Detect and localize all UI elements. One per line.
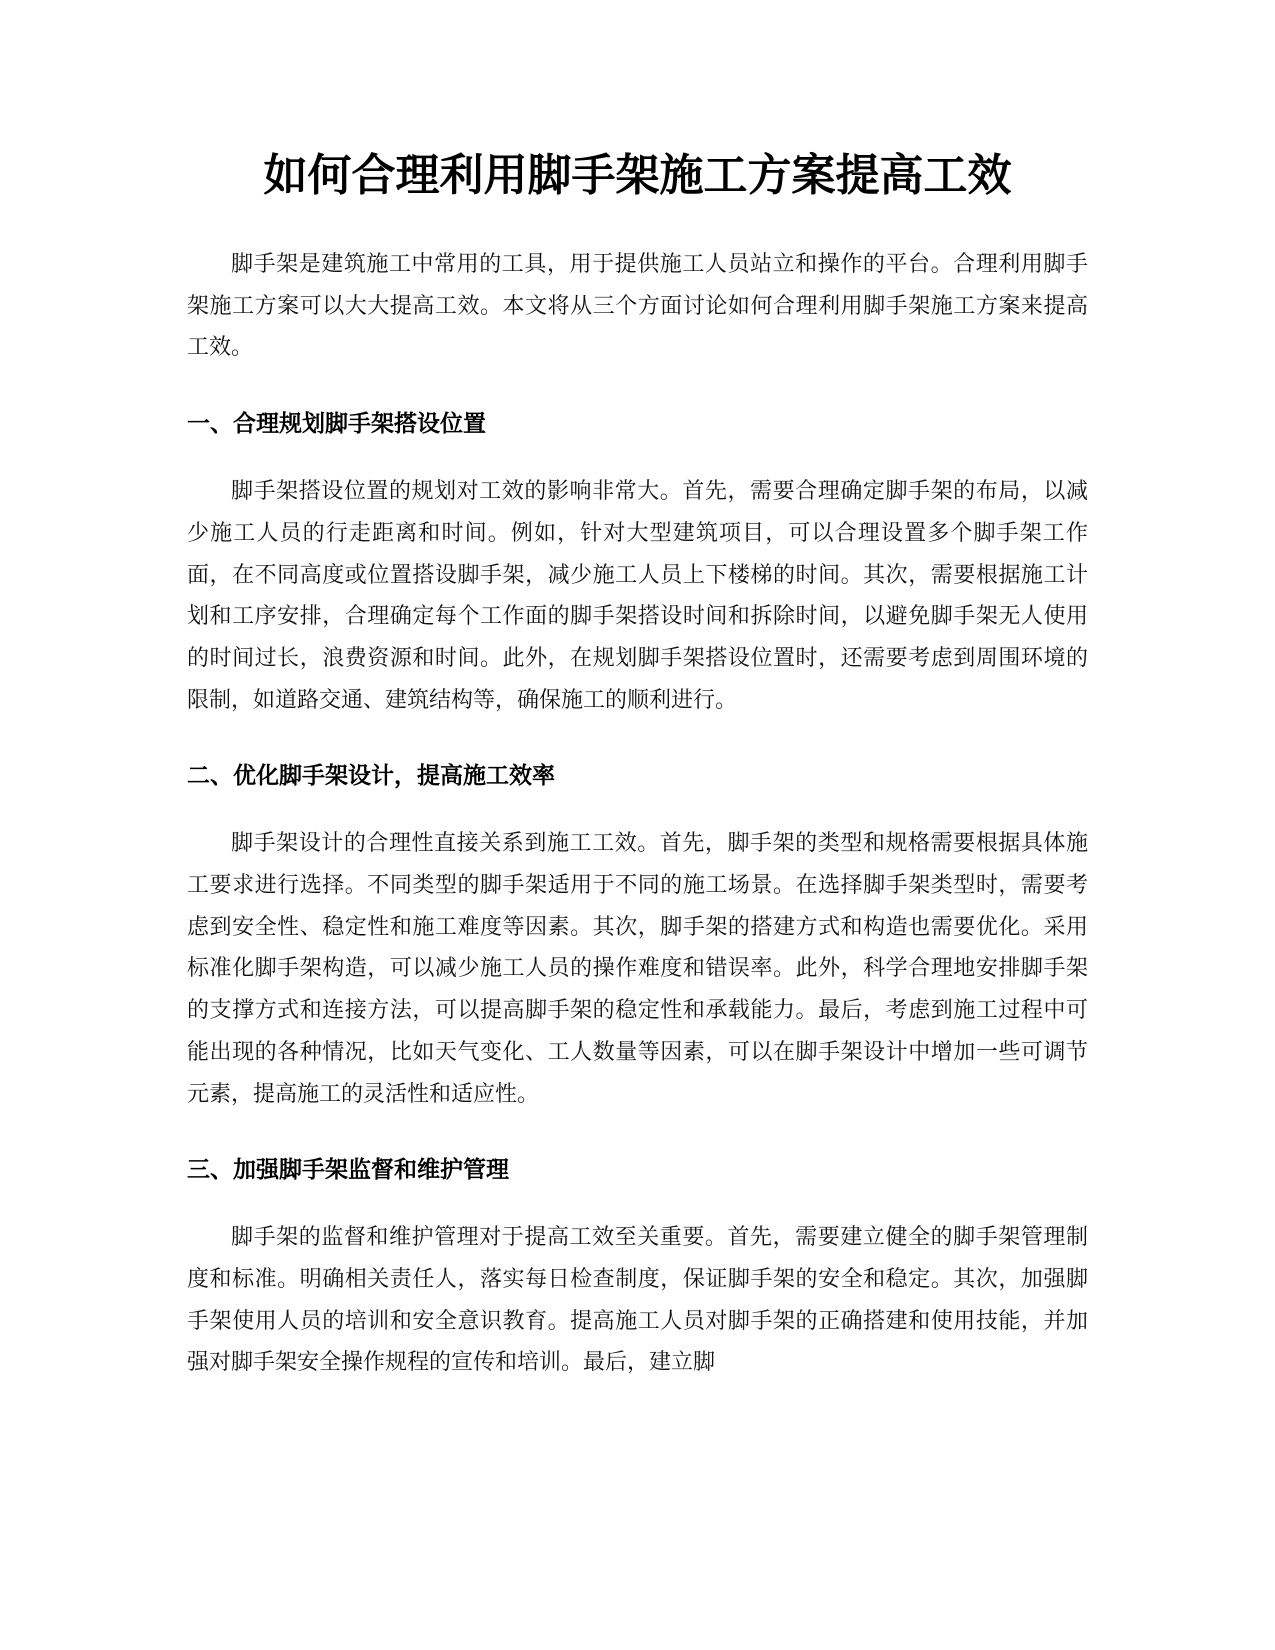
section-heading-1: 一、合理规划脚手架搭设位置 [187,411,486,438]
document-body [187,244,1088,1384]
page-title: 如何合理利用脚手架施工方案提高工效 [263,150,1012,201]
section-body-2: 脚手架设计的合理性直接关系到施工工效。首先，脚手架的类型和规格需要根据具体施工要求进行选择。不同类型的脚手架适用于不同的施工场景。在选择脚手架类型时，需要考虑到安全性、稳定性和施工难度等因素。其次，脚手架的搭建方式和构造也需要优化。采用标准化脚手架构造，可以减少施工人员的操作难度和错误率。此外，科学合理地安排脚手架的支撑方式和连接方法，可以提高脚手架的稳定性和承载能力。最后，考虑到施工过程中可能出现的各种情况，比如天气变化、工人数量等因素，可以在脚手架设计中增加一些可调节元素，提高施工的灵活性和适应性。 [187,831,1088,1107]
section-body-3: 脚手架的监督和维护管理对于提高工效至关重要。首先，需要建立健全的脚手架管理制度和标准。明确相关责任人，落实每日检查制度，保证脚手架的安全和稳定。其次，加强脚手架使用人员的培训和安全意识教育。提高施工人员对脚手架的正确搭建和使用技能，并加强对脚手架安全操作规程的宣传和培训。最后，建立脚 [187,1225,1088,1376]
section-heading-2: 二、优化脚手架设计，提高施工效率 [187,763,555,790]
intro-paragraph: 脚手架是建筑施工中常用的工具，用于提供施工人员站立和操作的平台。合理利用脚手架施工方案可以大大提高工效。本文将从三个方面讨论如何合理利用脚手架施工方案来提高工效。 [187,252,1088,361]
section-body-1: 脚手架搭设位置的规划对工效的影响非常大。首先，需要合理确定脚手架的布局，以减少施工人员的行走距离和时间。例如，针对大型建筑项目，可以合理设置多个脚手架工作面，在不同高度或位置搭设脚手架，减少施工人员上下楼梯的时间。其次，需要根据施工计划和工序安排，合理确定每个工作面的脚手架搭设时间和拆除时间，以避免脚手架无人使用的时间过长，浪费资源和时间。此外，在规划脚手架搭设位置时，还需要考虑到周围环境的限制，如道路交通、建筑结构等，确保施工的顺利进行。 [187,479,1088,713]
section-heading-3: 三、加强脚手架监督和维护管理 [187,1157,509,1184]
